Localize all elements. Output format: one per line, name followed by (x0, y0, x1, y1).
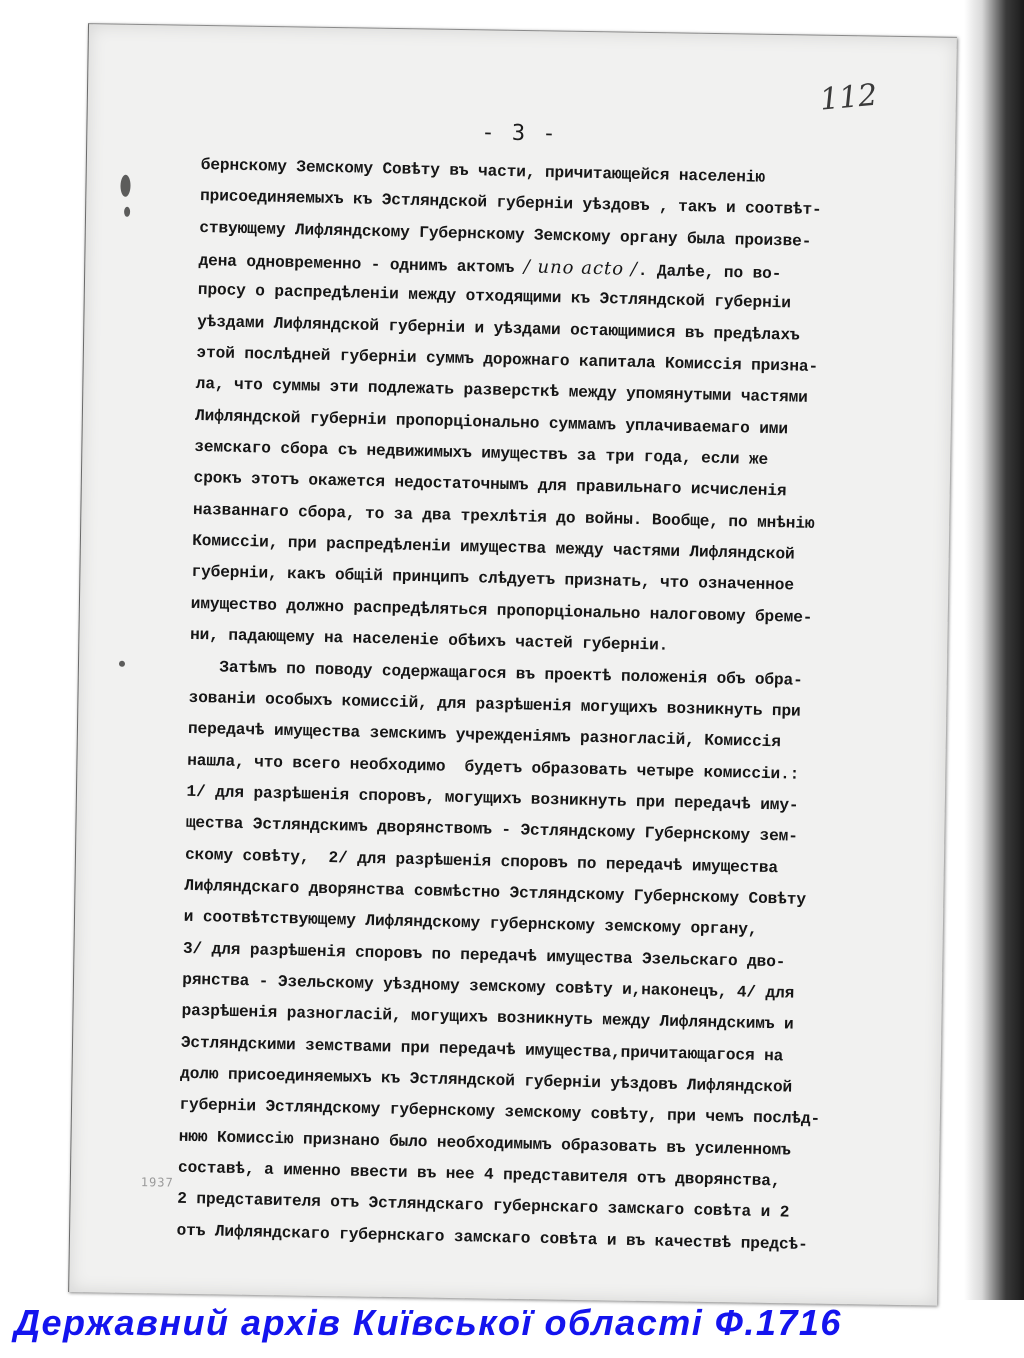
scanner-background (964, 0, 1024, 1300)
text-line: Лифляндской губерніи пропорціонально суммамъ уплачиваемаго ими (194, 406, 789, 439)
text-line: скому совѣту, 2/ для разрѣшенія споровъ по передачѣ имущества (184, 845, 779, 877)
text-line: ла, что суммы эти подлежать разверсткѣ между упомянутыми частями (195, 375, 808, 408)
text-line: губерніи, какъ общій принципъ слѣдуетъ признать, что означенное (191, 563, 795, 595)
text-line: просу о распредѣленіи между отходящими къ Эстляндской губерніи (197, 281, 791, 313)
text-line: Эстляндскими земствами при передачѣ имущества,причитающагося на (180, 1033, 784, 1066)
ink-smudge (124, 207, 130, 217)
text-line: разрѣшенія разногласій, могущихъ возникнуть между Лифляндскимъ и (181, 1002, 794, 1034)
ink-smudge (120, 175, 130, 197)
text-line-paragraph-start: Затѣмъ по поводу содержащагося въ проектѣ положенія объ обра- (219, 658, 803, 690)
text-line: уѣздами Лифляндской губерніи и уѣздами остающимися въ предѣлахъ (196, 312, 800, 345)
text-line: и соотвѣтствующему Лифляндскому губернскому земскому органу, (183, 908, 758, 940)
ink-smudge (119, 661, 125, 667)
document-body (176, 150, 861, 1262)
text-line: этой послѣдней губерніи суммъ дорожнаго капитала Комиссія призна- (196, 343, 819, 377)
faded-stamp: 1937 (140, 1175, 174, 1190)
text-line: составѣ, а именно ввести въ нее 4 представителя отъ дворянства, (177, 1158, 781, 1191)
text-line: нюю Комиссію признано было необходимымъ образовать въ усиленномъ (178, 1127, 791, 1160)
text-segment: дена одновременно - однимъ актомъ (198, 251, 524, 278)
text-line: нашла, что всего необходимо будетъ образовать четыре комиссіи.: (187, 751, 800, 784)
handwritten-insert: / uno acto / (523, 256, 639, 280)
text-line: 2 представителя отъ Эстляндскаго губернскаго замскаго совѣта и 2 (177, 1190, 790, 1222)
text-line: присоединяемыхъ къ Эстляндской губерніи уѣздовъ , такъ и соотвѣт- (199, 187, 822, 220)
text-line: ствующему Лифляндскому Губернскому Земскому органу была произве- (199, 218, 812, 251)
archive-folio-number: 112 (818, 77, 879, 118)
page-number: - 3 - (481, 120, 558, 147)
text-line: щества Эстляндскимъ дворянствомъ - Эстляндскому Губернскому зем- (185, 814, 798, 846)
text-line: рянства - Эзельскому уѣздному земскому совѣту и,наконецъ, 4/ для (182, 970, 795, 1003)
text-line: Лифляндскаго дворянства совмѣстно Эстляндскому Губернскому Совѣту (184, 876, 807, 909)
text-line: 1/ для разрѣшенія споровъ, могущихъ возникнуть при передачѣ иму- (186, 782, 799, 815)
text-segment: . Далѣе, по во- (637, 261, 782, 284)
text-line: имущество должно распредѣляться пропорціонально налоговому бреме- (190, 594, 813, 627)
text-line: земскаго сбора съ недвижимыхъ имуществъ за три года, если же (194, 437, 769, 470)
text-line: ни, падающему на населеніе обѣихъ частей губерніи. (189, 625, 669, 655)
text-line: передачѣ имущества земскимъ учрежденіямъ разногласій, Комиссія (187, 720, 781, 752)
text-line: названнаго сбора, то за два трехлѣтія до войны. Вообще, по мнѣнію (192, 500, 815, 533)
text-line: 3/ для разрѣшенія споровъ по передачѣ имущества Эзельскаго дво- (182, 939, 786, 972)
text-line: зованіи особыхъ комиссій, для разрѣшенія могущихъ возникнуть при (188, 688, 801, 721)
text-line: долю присоединяемыхъ къ Эстляндской губерніи уѣздовъ Лифляндской (179, 1064, 793, 1097)
text-line: отъ Лифляндскаго губернскаго замскаго совѣта и въ качествѣ предсѣ- (176, 1221, 808, 1254)
typewritten-sheet (68, 23, 957, 1305)
text-line: бернскому Земскому Совѣту въ части, причитающейся населенію (200, 155, 766, 187)
text-line: губерніи Эстляндскому губернскому земскому совѣту, при чемъ послѣд- (179, 1096, 821, 1129)
archive-caption: Державний архів Київської області Ф.1716 (14, 1302, 842, 1343)
text-line: Комиссіи, при распредѣленіи имущества между частями Лифляндской (191, 531, 795, 564)
text-line: срокъ этотъ окажется недостаточнымъ для правильнаго исчисленія (193, 469, 787, 501)
